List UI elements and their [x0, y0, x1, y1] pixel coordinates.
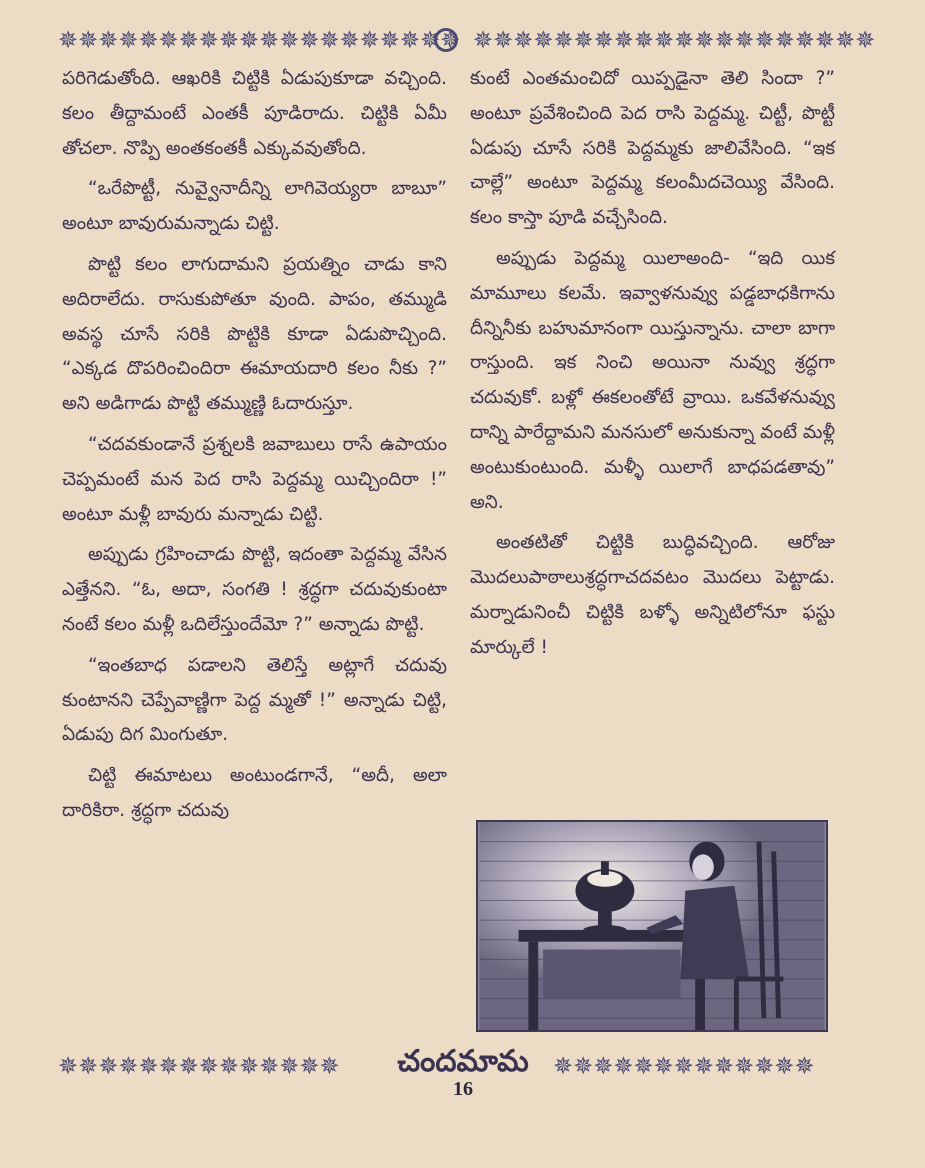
left-text-column — [62, 62, 447, 835]
paragraph: పరిగెడుతోంది. ఆఖరికి చిట్టికి ఏడుపుకూడా వచ్చింది. కలం తీద్దామంటే ఎంతకీ పూడిరాదు. చిట్టికి ఏమీ తోచలా. నొప్పి అంతకంతకీ ఎక్కువవుతోంది. — [62, 68, 447, 159]
paragraph: కుంటే ఎంతమంచిదో యిప్పడైనా తెలి సిందా ?” అంటూ ప్రవేశించింది పెద రాసి పెద్దమ్మ. చిట్టీ, పొట్టీ ఏడుపు చూసే సరికి పెద్దమ్మకు జాలివేసింది. “ఇక చాల్లే” అంటూ పెద్దమ్మ కలంమీదచెయ్యి వేసింది. కలం కాస్తా పూడి వచ్చేసింది. — [470, 68, 835, 229]
paragraph: చిట్టి ఈమాటలు అంటుండగానే, “అదీ, అలా దారికిరా. శ్రద్ధగా చదువు — [62, 765, 447, 821]
circle-icon — [434, 28, 458, 52]
star-flower-border-icon: ✵✵✵✵✵✵✵✵✵✵✵✵✵ — [553, 1052, 815, 1080]
star-flower-border-icon: ✵✵✵✵✵✵✵✵✵✵✵✵✵✵✵✵✵✵✵✵ — [58, 26, 461, 54]
paragraph: అప్పుడు గ్రహించాడు పొట్టి, ఇదంతా పెద్దమ్మ వేసిన ఎత్తేనని. “ఓ, అదా, సంగతి ! శ్రద్ధగా చదువుకుంటా నంటే కలం మళ్లీ ఒదిలేస్తుందేమో ?” అన్నాడు పొట్టి. — [62, 544, 447, 635]
paragraph: పొట్టి కలం లాగుదామని ప్రయత్నిం చాడు కాని అదిరాలేదు. రాసుకుపోతూ వుంది. పాపం, తమ్ముడి అవస్థ చూసే సరికి పొట్టికి కూడా ఏడుపొచ్చింది. “ఎక్కడ దొపరించిందిరా ఈమాయదారి కలం నీకు ?” అని అడిగాడు పొట్టి తమ్ముణ్ణి ఓదారుస్తూ. — [62, 253, 447, 415]
illustration-drawing — [478, 822, 826, 1030]
paragraph: అప్పుడు పెద్దమ్మ యిలాఅంది- “ఇది యిక మామూలు కలమే. ఇవ్వాళనువ్వు పడ్డబాధకిగాను దీన్నినీకు బహుమానంగా యిస్తున్నాను. చాలా బాగా రాస్తుంది. ఇక నించి అయినా నువ్వు శ్రద్ధగా చదువుకో. బళ్లో ఈకలంతోటే వ్రాయి. ఒకవేళనువ్వు దాన్ని పారేద్దామని మనసులో అనుకున్నా వంటే మళ్లీ అంటుకుంటుంది. మళ్ళీ యిలాగే బాధపడతావు” అని. — [470, 247, 835, 513]
star-flower-border-icon: ✵✵✵✵✵✵✵✵✵✵✵✵✵✵✵✵✵✵✵✵ — [473, 26, 876, 54]
paragraph: “చదవకుండానే ప్రశ్నలకి జవాబులు రాసే ఉపాయం చెప్పమంటే మన పెద రాసి పెద్దమ్మ యిచ్చిందిరా !” అంటూ మళ్లీ బావురు మన్నాడు చిట్టి. — [62, 433, 447, 525]
magazine-name: చందమామ — [397, 1044, 529, 1079]
paragraph: “ఇంతబాధ పడాలని తెలిస్తే అట్లాగే చదువు కుంటానని చెప్పేవాణ్ణిగా పెద్ద మ్మతో !” అన్నాడు చిట్టి, ఏడుపు దిగ మింగుతూ. — [62, 654, 447, 746]
page-footer — [58, 1046, 833, 1106]
paragraph: అంతటితో చిట్టికి బుద్ధివచ్చింది. ఆరోజు మొదలుపాఠాలుశ్రద్ధగాచదవటం మొదలు పెట్టాడు. మర్నాడునించీ చిట్టికి బళ్ళో అన్నిటిలోనూ ఫస్టు మార్కులే ! — [470, 532, 835, 658]
boy-studying-illustration — [476, 820, 828, 1032]
paragraph: “ఒరేపొట్టీ, నువ్వైనాదీన్ని లాగివెయ్యరా బాబూ” అంటూ బావురుమన్నాడు చిట్టి. — [62, 178, 447, 235]
page-number: 16 — [453, 1078, 473, 1100]
star-flower-border-icon: ✵✵✵✵✵✵✵✵✵✵✵✵✵✵ — [58, 1052, 340, 1080]
right-text-column — [470, 62, 835, 672]
top-ornament-border — [58, 22, 876, 58]
